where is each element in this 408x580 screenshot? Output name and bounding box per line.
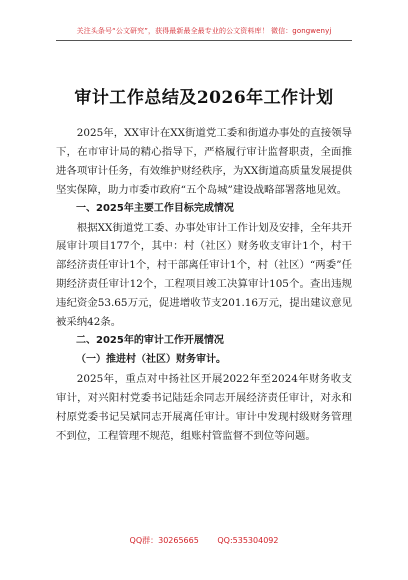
header-divider xyxy=(56,40,352,41)
document-body xyxy=(56,124,352,445)
section1-heading: 一、2025年主要工作目标完成情况 xyxy=(76,202,234,214)
footer-contact xyxy=(0,535,408,546)
intro-paragraph: 2025年，XX审计在XX街道党工委和街道办事处的直接领导下，在市审计局的精心指导下，严格履行审计监督职责，全面推进各项审计任务，有效维护财经秩序，为XX街道高质量发展提供坚实保障，助力市委市政府“五个岛城”建设战略部署落地见效。 xyxy=(56,127,352,196)
section1-paragraph: 根据XX街道党工委、办事处审计工作计划及安排，全年共开展审计项目177个，其中：村（社区）财务收支审计1个，村干部经济责任审计1个，村干部离任审计1个，村（社区）“两委”任期经济责任审计12个，工程项目竣工决算审计105个。查出违规违纪资金53.65万元，促进增收节支201.16万元，提出建议意见被采纳42条。 xyxy=(56,221,352,329)
subsection1-heading: （一）推进村（社区）财务审计。 xyxy=(76,353,226,365)
footer-qq-group: QQ群：30265665 xyxy=(129,536,199,545)
section2-heading: 二、2025年的审计工作开展情况 xyxy=(76,334,224,346)
subsection1-paragraph: 2025年，重点对中扬社区开展2022年至2024年财务收支审计，对兴阳村党委书记陆廷余同志开展经济责任审计，对永和村原党委书记吴斌同志开展离任审计。审计中发现村级财务管理不到位，工程管理不规范，组账村管监督不到位等问题。 xyxy=(56,372,352,442)
document-title: 审计工作总结及2026年工作计划 xyxy=(74,88,334,108)
header-promo-note: 关注头条号“公文研究”，获得最新最全最专业的公文资料库！ 微信：gongwenyj xyxy=(76,27,332,35)
footer-qq-number: QQ:535304092 xyxy=(217,536,279,545)
